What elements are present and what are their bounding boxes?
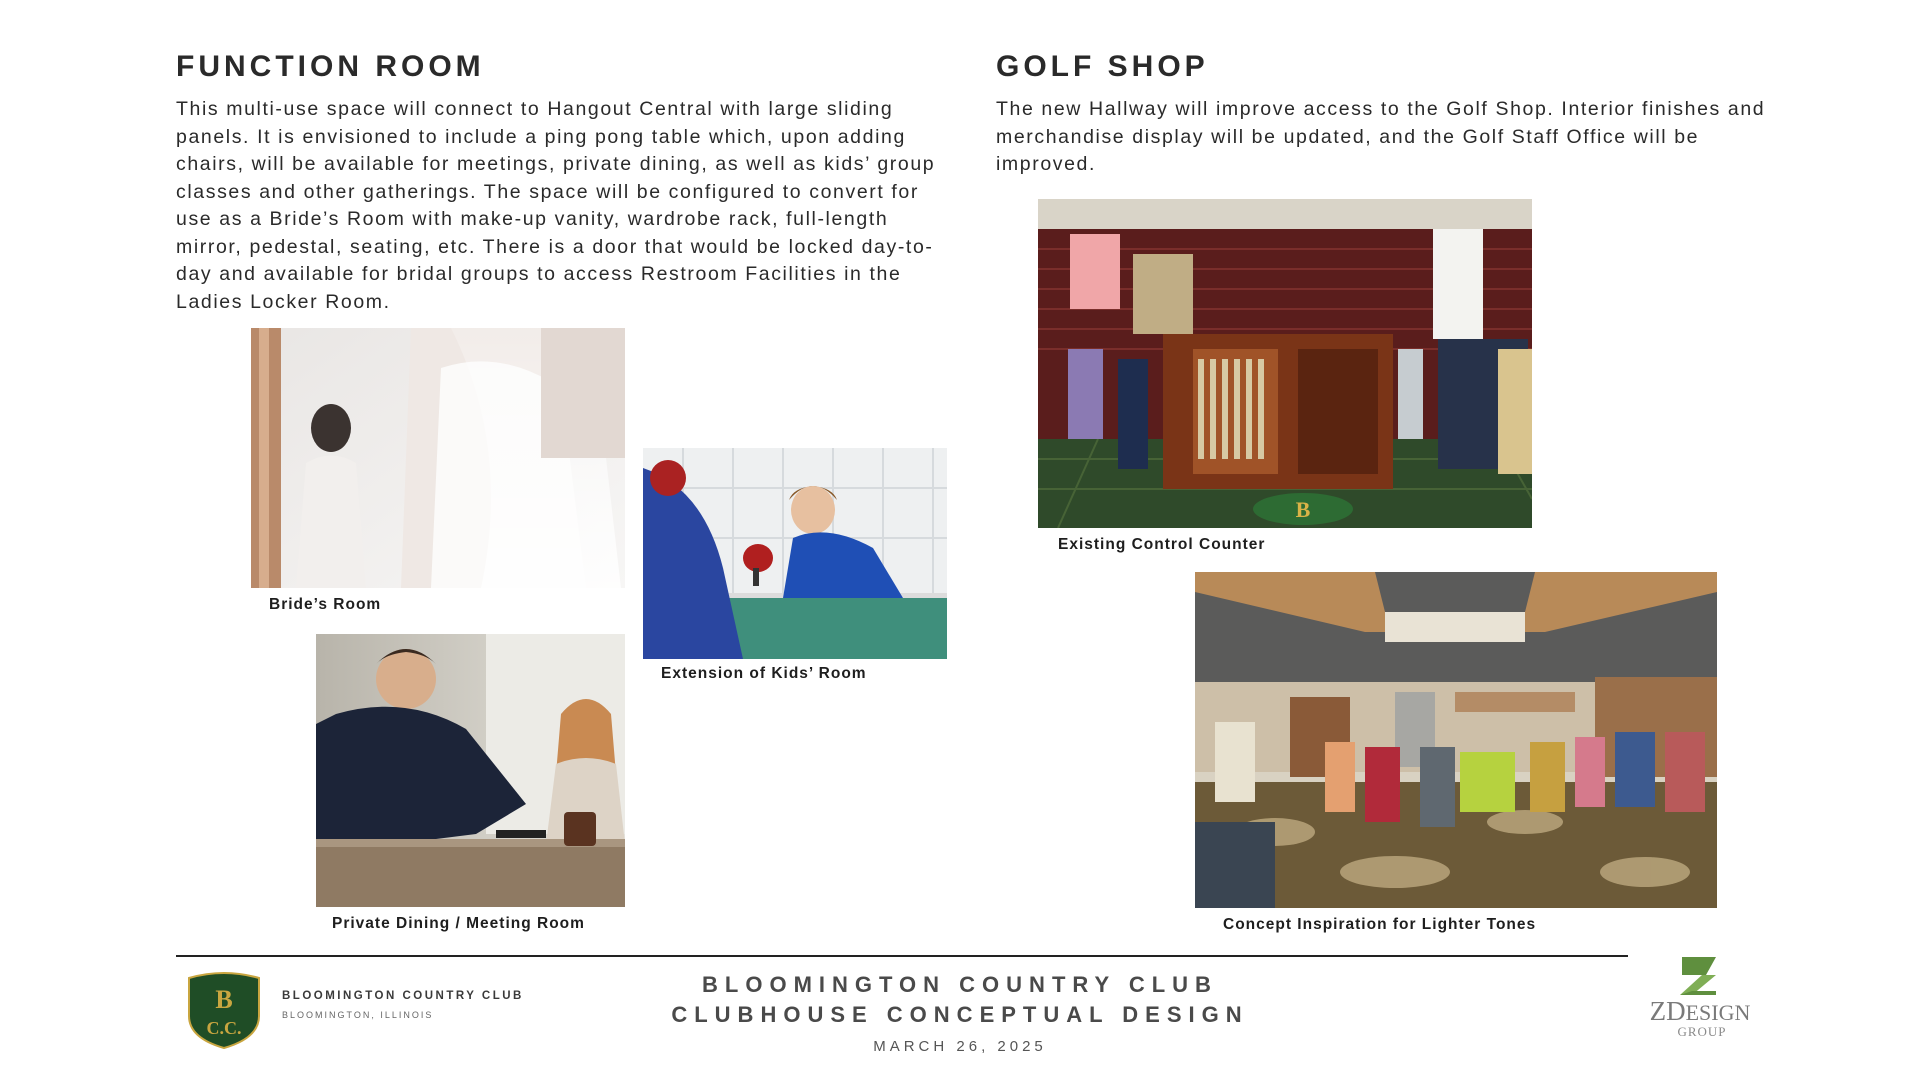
control-counter-photo: [1038, 199, 1532, 528]
footer-title-line2: CLUBHOUSE CONCEPTUAL DESIGN: [671, 1002, 1249, 1027]
private-dining-caption: Private Dining / Meeting Room: [332, 915, 585, 932]
kids-room-caption: Extension of Kids’ Room: [661, 665, 867, 682]
footer-date: MARCH 26, 2025: [873, 1038, 1047, 1055]
brides-room-caption: Bride’s Room: [269, 596, 382, 613]
svg-text:C.C.: C.C.: [206, 1018, 242, 1038]
concept-inspiration-photo: [1195, 572, 1717, 908]
footer-title-line1: BLOOMINGTON COUNTRY CLUB: [702, 972, 1218, 997]
club-name: BLOOMINGTON COUNTRY CLUB: [282, 990, 524, 1002]
golf-shop-description: The new Hallway will improve access to the Golf Shop. Interior finishes and merchandise display will be updated, and the Golf Staff Office will be improved.: [996, 98, 1766, 175]
function-room-heading: FUNCTION ROOM: [176, 50, 485, 83]
golf-shop-heading: GOLF SHOP: [996, 50, 1209, 83]
svg-text:ZDESIGN: ZDESIGN: [1649, 996, 1751, 1026]
svg-text:B: B: [215, 985, 233, 1014]
private-dining-photo: [316, 634, 625, 907]
kids-room-photo: [643, 448, 947, 659]
footer-divider: [176, 955, 1628, 957]
function-room-description: This multi-use space will connect to Hangout Central with large sliding panels. It is envisioned to include a ping pong table which, upon adding chairs, will be available for meetings, private dining, as well as kids’ group classes and other gatherings. The space will be configured to convert for use as a Bride’s Room with make-up vanity, wardrobe rack, full-length mirror, pedestal, seating, etc. There is a door that would be locked day-to-day and available for bridal groups to access Restroom Facilities in the Ladies Locker Room.: [176, 98, 936, 313]
svg-text:B: B: [1295, 497, 1311, 522]
svg-text:GROUP: GROUP: [1677, 1024, 1727, 1039]
concept-inspiration-caption: Concept Inspiration for Lighter Tones: [1223, 916, 1537, 933]
zdesign-group-logo: [1640, 955, 1760, 1045]
control-counter-caption: Existing Control Counter: [1058, 536, 1266, 553]
club-logo: [183, 970, 265, 1050]
brides-room-photo: [251, 328, 625, 588]
club-location: BLOOMINGTON, ILLINOIS: [282, 1010, 434, 1020]
